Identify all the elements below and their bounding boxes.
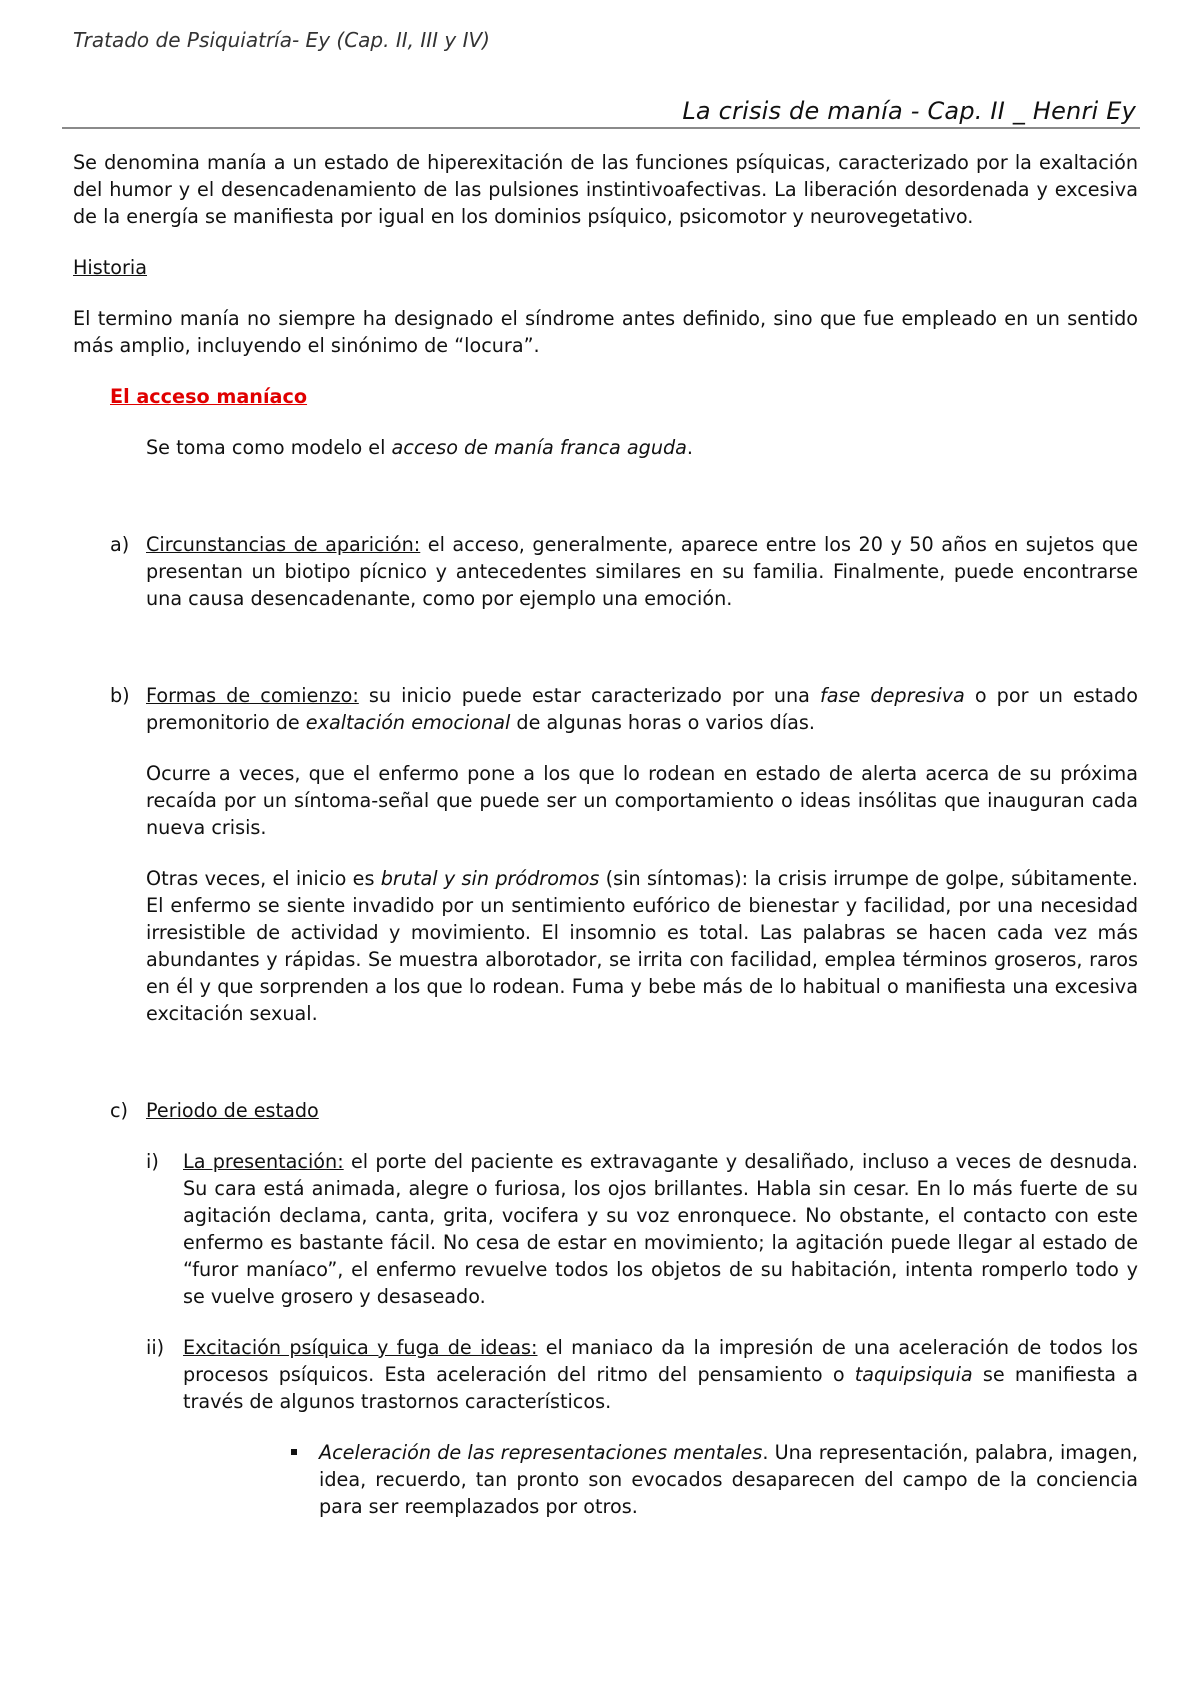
list-label-i: i) [146,1150,159,1173]
header-divider [62,127,1140,129]
bullet-item-1 [73,1439,1138,1520]
item-c-title: Periodo de estado [146,1099,319,1122]
acceso-intro: Se toma como modelo el acceso de manía franca aguda. [146,436,694,459]
square-bullet-icon [291,1449,297,1455]
list-label-ii: ii) [146,1336,165,1359]
item-b-emphasis-2: exaltación emocional [305,711,511,734]
item-a-text: el acceso, generalmente, aparece entre los 20 y 50 años en sujetos que presentan un biotipo pícnico y antecedentes similares en su familia. Finalmente, puede encontrarse una causa desencadenante, como por ejemplo una emoción. [146,533,1138,610]
list-label-a: a) [110,533,130,556]
intro-paragraph: Se denomina manía a un estado de hiperexitación de las funciones psíquicas, caracterizado por la exaltación del humor y el desencadenamiento de las pulsiones instintivoafectivas. La liberación desordenada y excesiva de la energía se manifiesta por igual en los dominios psíquico, psicomotor y neurovegetativo. [73,151,1138,228]
acceso-intro-emphasis: acceso de manía franca aguda [391,436,687,459]
list-label-c: c) [110,1099,129,1122]
bullet-1-text: . Una representación, palabra, imagen, idea, recuerdo, tan pronto son evocados desaparecen del campo de la conciencia para ser reemplazados por otros. [319,1441,1138,1518]
historia-paragraph: El termino manía no siempre ha designado el síndrome antes definido, sino que fue empleado en un sentido más amplio, incluyendo el sinónimo de “locura”. [73,307,1138,357]
item-b-emphasis-1: fase depresiva [820,684,965,707]
item-b-paragraph-2: Ocurre a veces, que el enfermo pone a los que lo rodean en estado de alerta acerca de su próxima recaída por un síntoma-señal que puede ser un comportamiento o ideas insólitas que inauguran cada nueva crisis. [146,762,1138,839]
sub-item-i [73,1148,1138,1310]
chapter-title: La crisis de manía - Cap. II _ Henri Ey [682,97,1136,125]
item-b-title: Formas de comienzo: [146,684,359,707]
item-b-emphasis-3: brutal y sin pródromos [380,867,600,890]
list-item-c [73,1097,1138,1124]
sub-item-ii: ii) Excitación psíquica y fuga de ideas: el maniaco da la impresión de una aceleración de todos los procesos psíquicos. Esta aceleración del ritmo del pensamiento o taquipsiquia se manifiesta a través de algunos trastornos característicos. [146,1336,1138,1413]
running-header: Tratado de Psiquiatría- Ey (Cap. II, III y IV) [73,28,490,52]
section-heading-acceso: El acceso maníaco [110,385,308,408]
item-a-title: Circunstancias de aparición: [146,533,421,556]
list-item-b: b) Formas de comienzo: su inicio puede estar caracterizado por una fase depresiva o por un estado premonitorio de exaltación emocional de algunas horas o varios días. [110,684,1138,734]
sub-item-i-text: el porte del paciente es extravagante y desaliñado, incluso a veces de desnuda. Su cara está animada, alegre o furiosa, los ojos brillantes. Habla sin cesar. En lo más fuerte de su agitación declama, canta, grita, vocifera y su voz enronquece. No obstante, el contacto con este enfermo es bastante fácil. No cesa de estar en movimiento; la agitación puede llegar al estado de “furor maníaco”, el enfermo revuelve todos los objetos de su habitación, intenta romperlo todo y se vuelve grosero y desaseado. [183,1150,1138,1308]
sub-item-i-title: La presentación: [183,1150,344,1173]
bullet-1-emphasis: Aceleración de las representaciones mentales [319,1441,763,1464]
list-item-a [73,531,1138,612]
sub-item-ii-emphasis: taquipsiquia [854,1363,973,1386]
sub-item-ii-title: Excitación psíquica y fuga de ideas: [183,1336,538,1359]
historia-heading: Historia [73,256,147,279]
document-body [73,149,1138,1520]
item-b-paragraph-3: Otras veces, el inicio es brutal y sin pródromos (sin síntomas): la crisis irrumpe de golpe, súbitamente. El enfermo se siente invadido por un sentimiento eufórico de bienestar y facilidad, por una necesidad irresistible de actividad y movimiento. El insomnio es total. Las palabras se hacen cada vez más abundantes y rápidas. Se muestra alborotador, se irrita con facilidad, emplea términos groseros, raros en él y que sorprenden a los que lo rodean. Fuma y bebe más de lo habitual o manifiesta una excesiva excitación sexual. [146,867,1138,1025]
list-label-b: b) [110,684,130,707]
